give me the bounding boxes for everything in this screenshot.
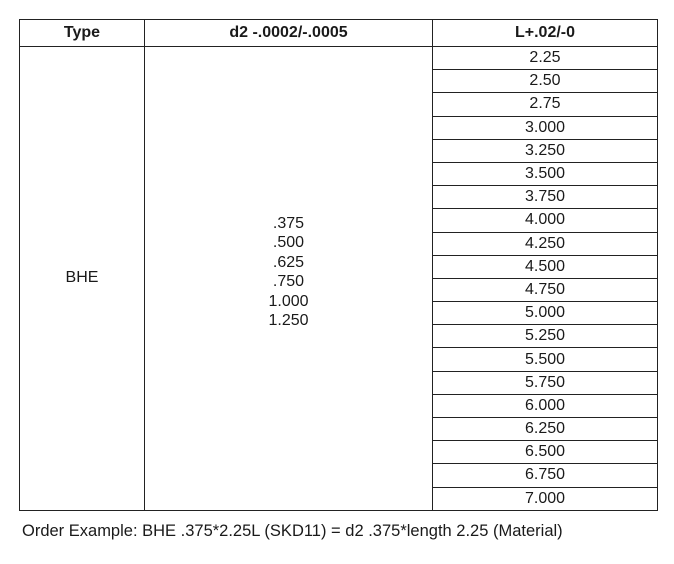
length-cell: 2.25 xyxy=(433,47,658,70)
length-cell: 6.000 xyxy=(433,394,658,417)
length-cell: 6.750 xyxy=(433,464,658,487)
d2-value: 1.250 xyxy=(268,312,309,330)
header-d2: d2 -.0002/-.0005 xyxy=(145,20,433,47)
length-cell: 6.500 xyxy=(433,441,658,464)
type-cell: BHE xyxy=(20,47,145,511)
length-cell: 3.000 xyxy=(433,116,658,139)
d2-value: .375 xyxy=(272,214,305,232)
d2-values-cell xyxy=(145,47,433,511)
d2-values-list xyxy=(145,214,432,343)
d2-value: .750 xyxy=(272,273,305,291)
d2-value: 1.000 xyxy=(268,292,309,310)
length-cell: 2.50 xyxy=(433,70,658,93)
table-row xyxy=(20,47,658,70)
d2-value: .500 xyxy=(272,234,305,252)
header-type: Type xyxy=(20,20,145,47)
header-row xyxy=(20,20,658,47)
length-cell: 3.250 xyxy=(433,139,658,162)
order-example: Order Example: BHE .375*2.25L (SKD11) = d2 .375*length 2.25 (Material) xyxy=(22,522,563,540)
length-cell: 5.250 xyxy=(433,325,658,348)
length-cell: 6.250 xyxy=(433,418,658,441)
length-cell: 3.750 xyxy=(433,186,658,209)
header-length: L+.02/-0 xyxy=(433,20,658,47)
length-cell: 4.500 xyxy=(433,255,658,278)
length-cell: 2.75 xyxy=(433,93,658,116)
length-cell: 4.000 xyxy=(433,209,658,232)
length-cell: 5.000 xyxy=(433,302,658,325)
length-cell: 5.500 xyxy=(433,348,658,371)
d2-value: .625 xyxy=(272,253,305,271)
length-cell: 3.500 xyxy=(433,162,658,185)
length-cell: 7.000 xyxy=(433,487,658,510)
spec-table xyxy=(19,19,658,511)
length-cell: 4.750 xyxy=(433,278,658,301)
length-cell: 4.250 xyxy=(433,232,658,255)
length-cell: 5.750 xyxy=(433,371,658,394)
table-body xyxy=(20,47,658,511)
